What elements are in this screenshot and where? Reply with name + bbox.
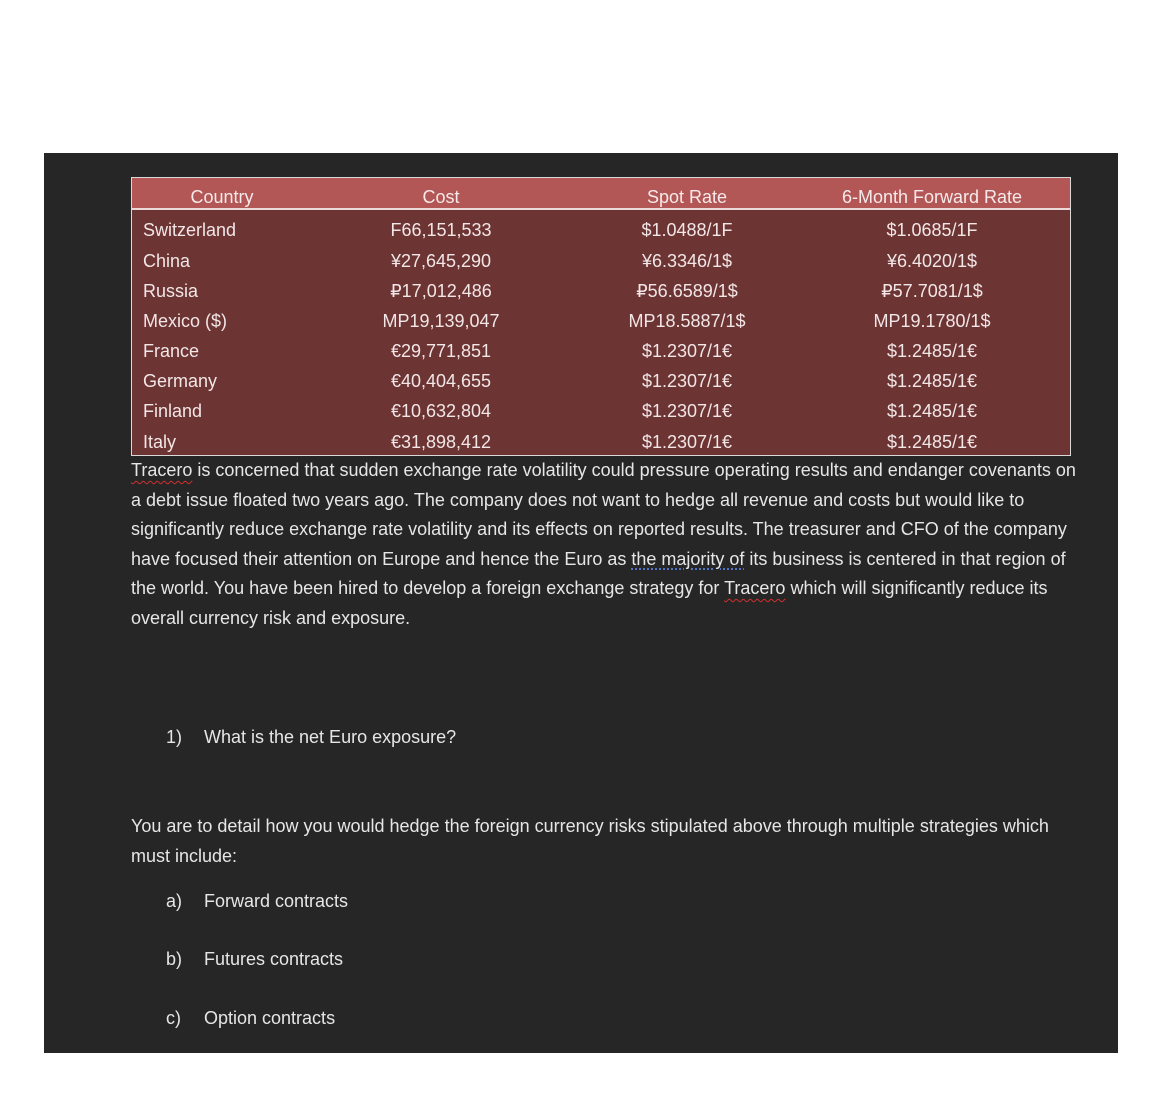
cell-spot: $1.0488/1F (641, 220, 733, 240)
cell-forward: ₽57.7081/1$ (881, 281, 983, 301)
cell-forward: $1.2485/1€ (886, 401, 978, 421)
cell-spot: MP18.5887/1$ (628, 311, 746, 331)
cell-forward: ¥6.4020/1$ (886, 251, 978, 271)
exchange-rate-table (131, 177, 1071, 456)
cell-country: Mexico ($) (143, 311, 228, 331)
cell-country: Germany (143, 371, 218, 391)
cell-cost: F66,151,533 (390, 220, 492, 240)
cell-spot: ₽56.6589/1$ (636, 281, 738, 301)
cell-spot: ¥6.3346/1$ (641, 251, 733, 271)
case-description (131, 456, 1076, 633)
strategy-label: Futures contracts (204, 949, 344, 969)
cell-forward: $1.2485/1€ (886, 432, 978, 452)
paragraph-text: is concerned that sudden exchange rate volatility could pressure operating results and endanger covenants on a debt issue floated two years ago. The company does not want to hedge all revenue and costs but would like to significantly reduce exchange rate volatility and its effects on reported results. The treasurer and CFO of the company have focused their attention on Europe and hence the Euro as (131, 460, 1076, 569)
cell-country: China (143, 251, 191, 271)
cell-cost: €10,632,804 (390, 401, 492, 421)
cell-spot: $1.2307/1€ (641, 341, 733, 361)
company-name: Tracero (131, 460, 193, 480)
strategy-label: Option contracts (204, 1008, 336, 1028)
paragraph-text: its business is centered in that region of the world. You have been hired to develop a foreign exchange strategy for (131, 548, 1066, 598)
cell-cost: ₽17,012,486 (390, 281, 492, 301)
cell-country: France (143, 341, 200, 361)
paragraph-text: which will significantly reduce its overall currency risk and exposure. (131, 578, 1048, 628)
cell-country: Russia (143, 281, 199, 301)
instructions: You are to detail how you would hedge the foreign currency risks stipulated above through multiple strategies which must include: (131, 816, 1049, 866)
question-text: What is the net Euro exposure? (204, 727, 457, 747)
header-cost: Cost (422, 187, 460, 207)
question-item (166, 725, 456, 749)
cell-spot: $1.2307/1€ (641, 401, 733, 421)
cell-cost: MP19,139,047 (382, 311, 500, 331)
strategy-item (166, 1006, 335, 1030)
cell-forward: $1.2485/1€ (886, 371, 978, 391)
cell-cost: ¥27,645,290 (390, 251, 492, 271)
cell-forward: MP19.1780/1$ (873, 311, 991, 331)
strategy-item (166, 947, 343, 971)
header-spot-rate: Spot Rate (646, 187, 728, 207)
cell-spot: $1.2307/1€ (641, 371, 733, 391)
strategy-mark: c) (166, 1008, 181, 1028)
cell-country: Finland (143, 401, 203, 421)
cell-cost: €29,771,851 (390, 341, 492, 361)
table-header-row (132, 178, 1070, 210)
company-name: Tracero (724, 578, 786, 598)
cell-forward: $1.2485/1€ (886, 341, 978, 361)
cell-country: Switzerland (143, 220, 237, 240)
cell-cost: €40,404,655 (390, 371, 492, 391)
strategy-label: Forward contracts (204, 891, 349, 911)
cell-spot: $1.2307/1€ (641, 432, 733, 452)
strategy-mark: a) (166, 891, 183, 911)
header-forward-rate: 6-Month Forward Rate (841, 187, 1023, 207)
cell-country: Italy (143, 432, 177, 452)
cell-cost: €31,898,412 (390, 432, 492, 452)
strategy-mark: b) (166, 949, 183, 969)
header-country: Country (190, 187, 254, 207)
grammar-flag-phrase: the majority of (631, 548, 745, 569)
strategy-item (166, 889, 348, 913)
cell-forward: $1.0685/1F (886, 220, 978, 240)
question-number: 1) (166, 727, 183, 747)
